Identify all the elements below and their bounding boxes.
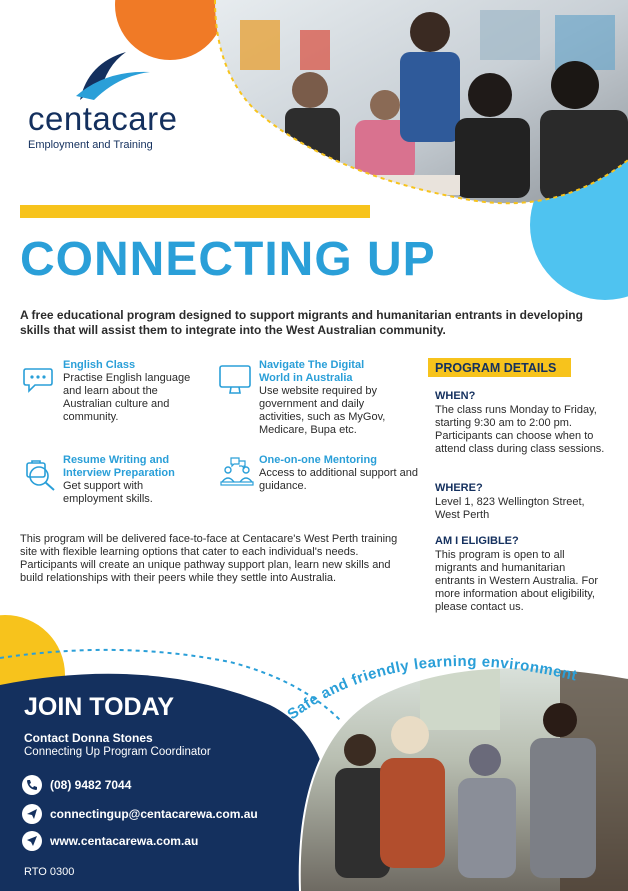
feature-title-english: English Class bbox=[63, 359, 136, 371]
feature-text-english: Practise English language and learn about the Australian culture and community. bbox=[63, 372, 191, 423]
contact-role: Connecting Up Program Coordinator bbox=[24, 746, 211, 758]
where-heading: WHERE? bbox=[435, 482, 483, 494]
join-heading: JOIN TODAY bbox=[24, 693, 175, 721]
email-row[interactable] bbox=[22, 804, 258, 824]
resume-search-icon bbox=[22, 458, 58, 492]
speech-bubble-icon bbox=[22, 366, 54, 394]
slogan-text: Safe and friendly learning environment bbox=[284, 652, 579, 724]
program-details-label: PROGRAM DETAILS bbox=[435, 361, 557, 375]
feature-text-digital: Use website required by government and daily activities, such as MyGov, Medicare, Bupa etc. bbox=[259, 385, 386, 436]
rto-code: RTO 0300 bbox=[24, 866, 75, 878]
mentoring-icon bbox=[219, 456, 255, 490]
phone-number[interactable]: (08) 9482 7044 bbox=[50, 778, 132, 792]
feature-title-mentoring: One-on-one Mentoring bbox=[259, 454, 377, 466]
eligible-text: This program is open to all migrants and humanitarian entrants in Western Australia. For more information about eligibility, please contact us. bbox=[435, 549, 599, 613]
contact-name: Contact Donna Stones bbox=[24, 731, 153, 745]
navigation-arrow-icon bbox=[22, 831, 42, 851]
program-description: This program will be delivered face-to-face at Centacare's West Perth training site with flexible learning options that cater to each individual's needs. Participants will create an unique pathway support plan, learn new skills and build relationships with their peers while they settle into Australia. bbox=[20, 533, 398, 584]
svg-text:Safe and friendly learning env bbox=[284, 653, 579, 723]
feature-text-mentoring: Access to additional support and guidance. bbox=[259, 467, 418, 492]
where-text: Level 1, 823 Wellington Street, West Perth bbox=[435, 496, 585, 521]
when-heading: WHEN? bbox=[435, 390, 476, 402]
send-icon bbox=[22, 804, 42, 824]
page-title: CONNECTING UP bbox=[20, 233, 436, 286]
email-link[interactable]: connectingup@centacarewa.com.au bbox=[50, 807, 258, 821]
when-text: The class runs Monday to Friday, starting 9:30 am to 2:00 pm. Participants can choose when to attend class during class sessions. bbox=[435, 404, 605, 455]
logo-swoosh-icon bbox=[28, 48, 153, 103]
phone-row[interactable] bbox=[22, 775, 131, 795]
feature-title-digital: Navigate The Digital World in Australia bbox=[259, 359, 365, 384]
centacare-logo bbox=[28, 48, 178, 158]
slogan-curve bbox=[280, 620, 628, 730]
eligible-heading: AM I ELIGIBLE? bbox=[435, 535, 519, 547]
brand-subtitle: Employment and Training bbox=[28, 139, 153, 151]
website-row[interactable] bbox=[22, 831, 198, 851]
feature-title-resume: Resume Writing and Interview Preparation bbox=[63, 454, 175, 479]
feature-text-resume: Get support with employment skills. bbox=[63, 480, 153, 505]
intro-text: A free educational program designed to support migrants and humanitarian entrants in developing skills that will assist them to integrate into the West Australian community. bbox=[20, 308, 583, 337]
program-details-heading bbox=[428, 358, 571, 377]
website-link[interactable]: www.centacarewa.com.au bbox=[50, 834, 199, 848]
brand-name: centacare bbox=[28, 100, 178, 137]
phone-icon bbox=[22, 775, 42, 795]
monitor-icon bbox=[218, 364, 252, 396]
